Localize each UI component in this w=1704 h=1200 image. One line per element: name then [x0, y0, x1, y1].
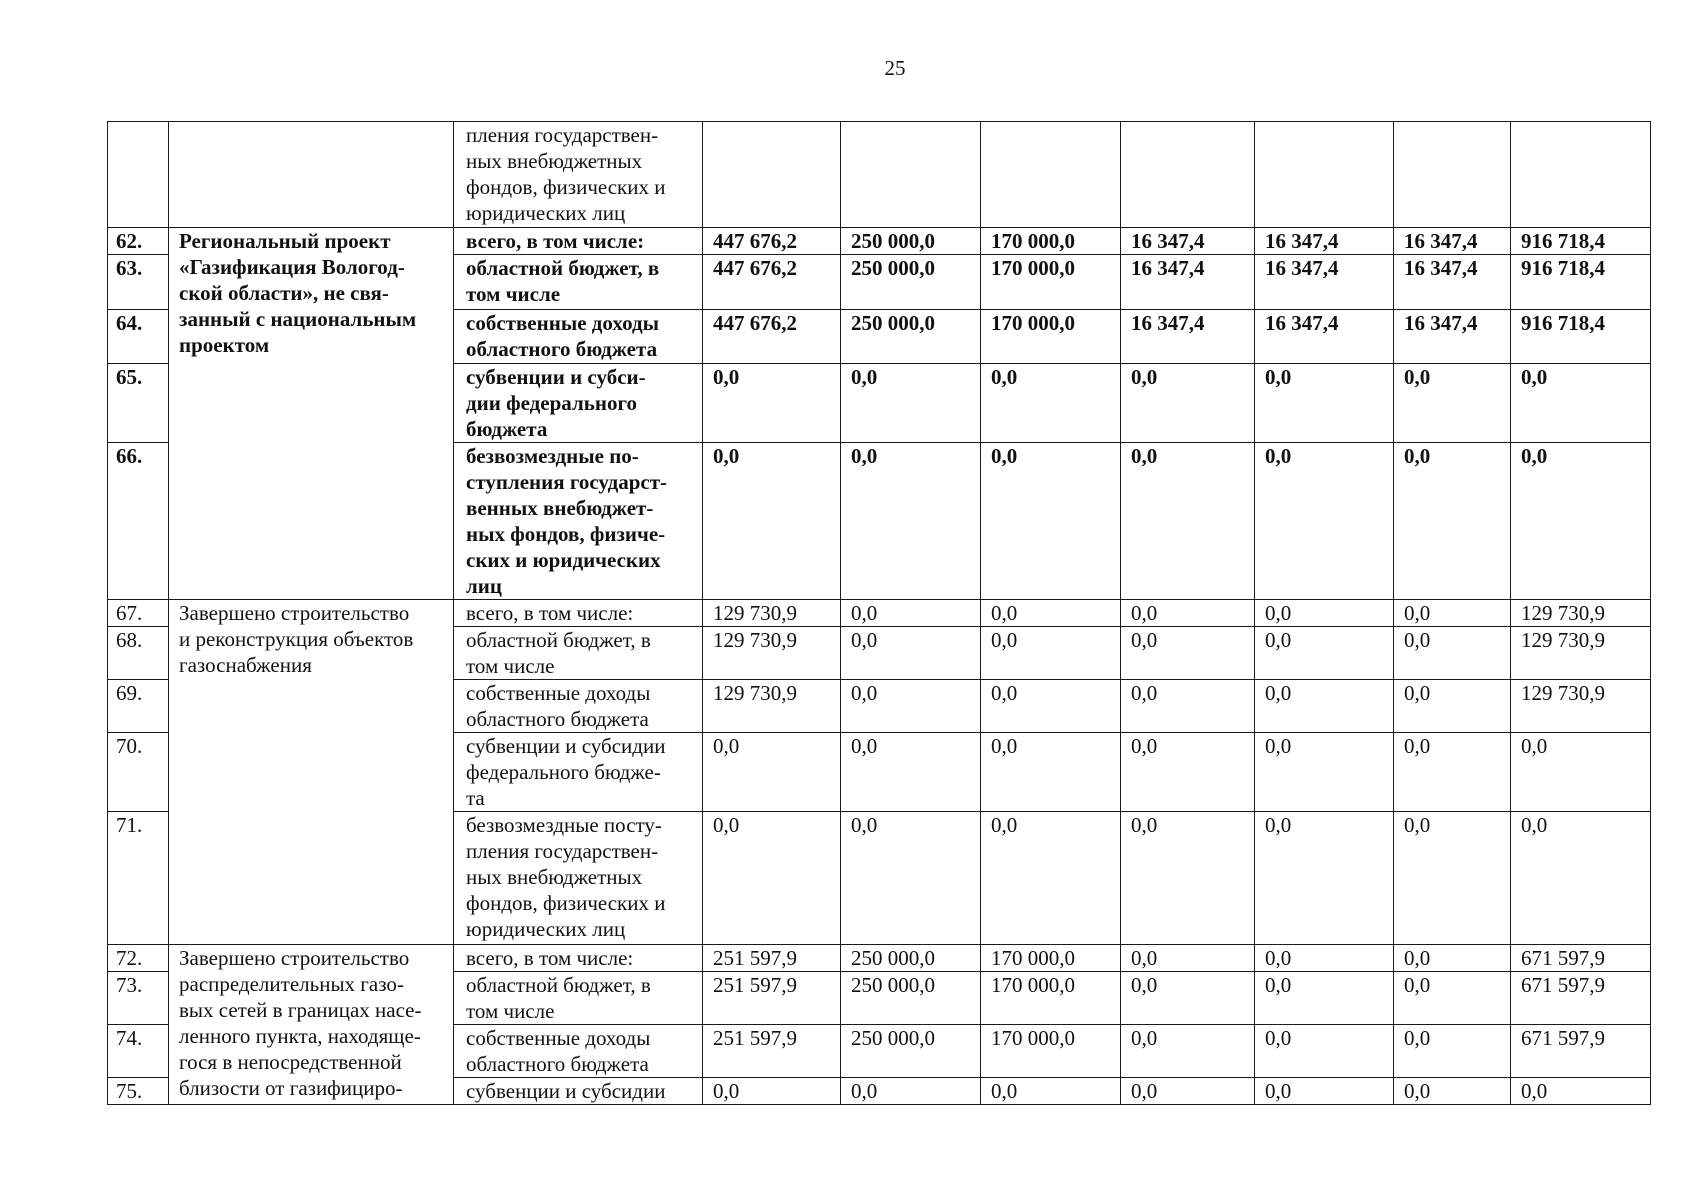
- row-number-cell: 69.: [108, 680, 169, 733]
- value-cell: 0,0: [1511, 812, 1651, 945]
- value-cell: 129 730,9: [1511, 680, 1651, 733]
- value-cell: 0,0: [1255, 1025, 1394, 1078]
- value-cell: 0,0: [1394, 364, 1511, 443]
- value-cell: 447 676,2: [703, 310, 841, 364]
- value-cell: [841, 122, 981, 228]
- value-cell: 671 597,9: [1511, 1025, 1651, 1078]
- value-cell: 0,0: [703, 1078, 841, 1105]
- row-number-cell: 67.: [108, 600, 169, 627]
- value-cell: 129 730,9: [1511, 600, 1651, 627]
- value-cell: 16 347,4: [1394, 255, 1511, 310]
- value-cell: 0,0: [841, 1078, 981, 1105]
- value-cell: 0,0: [1121, 680, 1255, 733]
- value-cell: 250 000,0: [841, 228, 981, 255]
- value-cell: 0,0: [981, 733, 1121, 812]
- value-cell: 0,0: [1511, 443, 1651, 600]
- value-cell: 0,0: [1394, 1025, 1511, 1078]
- funding-source-cell: безвозмездные по- ступления государст- венных внебюджет- ных фондов, физиче- ских и юридических лиц: [454, 443, 703, 600]
- value-cell: [1121, 122, 1255, 228]
- value-cell: 0,0: [981, 443, 1121, 600]
- value-cell: [703, 122, 841, 228]
- value-cell: 0,0: [981, 1078, 1121, 1105]
- value-cell: 250 000,0: [841, 1025, 981, 1078]
- funding-source-cell: всего, в том числе:: [454, 945, 703, 972]
- page-number: 25: [884, 56, 906, 80]
- value-cell: 0,0: [1255, 680, 1394, 733]
- value-cell: 0,0: [1255, 627, 1394, 680]
- value-cell: 0,0: [1255, 1078, 1394, 1105]
- funding-source-cell: областной бюджет, в том числе: [454, 627, 703, 680]
- value-cell: 447 676,2: [703, 228, 841, 255]
- value-cell: 0,0: [703, 364, 841, 443]
- row-number-cell: 75.: [108, 1078, 169, 1105]
- value-cell: 0,0: [1255, 443, 1394, 600]
- value-cell: 0,0: [1511, 364, 1651, 443]
- value-cell: 0,0: [1255, 972, 1394, 1025]
- value-cell: 129 730,9: [703, 627, 841, 680]
- value-cell: 0,0: [841, 627, 981, 680]
- value-cell: 447 676,2: [703, 255, 841, 310]
- value-cell: 0,0: [1394, 733, 1511, 812]
- row-number-cell: 70.: [108, 733, 169, 812]
- funding-source-cell: областной бюджет, в том числе: [454, 972, 703, 1025]
- value-cell: 671 597,9: [1511, 972, 1651, 1025]
- value-cell: 0,0: [703, 733, 841, 812]
- value-cell: 16 347,4: [1121, 255, 1255, 310]
- value-cell: 0,0: [981, 812, 1121, 945]
- value-cell: [1394, 122, 1511, 228]
- row-number-cell: 62.: [108, 228, 169, 255]
- value-cell: 250 000,0: [841, 945, 981, 972]
- row-number-cell: 65.: [108, 364, 169, 443]
- value-cell: [981, 122, 1121, 228]
- value-cell: 170 000,0: [981, 945, 1121, 972]
- value-cell: 250 000,0: [841, 310, 981, 364]
- value-cell: 0,0: [1394, 972, 1511, 1025]
- value-cell: 0,0: [1121, 945, 1255, 972]
- value-cell: 0,0: [1511, 1078, 1651, 1105]
- value-cell: 129 730,9: [1511, 627, 1651, 680]
- row-number-cell: 72.: [108, 945, 169, 972]
- value-cell: 0,0: [981, 680, 1121, 733]
- row-number-cell: 73.: [108, 972, 169, 1025]
- value-cell: 16 347,4: [1255, 228, 1394, 255]
- value-cell: 16 347,4: [1394, 310, 1511, 364]
- funding-source-cell: всего, в том числе:: [454, 228, 703, 255]
- item-name-cell: [169, 122, 454, 228]
- value-cell: 250 000,0: [841, 972, 981, 1025]
- row-number-cell: 74.: [108, 1025, 169, 1078]
- value-cell: [1511, 122, 1651, 228]
- funding-source-cell: субвенции и субсидии федерального бюдже- та: [454, 733, 703, 812]
- value-cell: 0,0: [1121, 733, 1255, 812]
- value-cell: 0,0: [1394, 812, 1511, 945]
- funding-source-cell: областной бюджет, в том числе: [454, 255, 703, 310]
- value-cell: 0,0: [1394, 945, 1511, 972]
- item-name-cell: Завершено строительство и реконструкция объектов газоснабжения: [169, 600, 454, 945]
- value-cell: 0,0: [1255, 945, 1394, 972]
- row-number-cell: 68.: [108, 627, 169, 680]
- value-cell: 0,0: [981, 600, 1121, 627]
- value-cell: 0,0: [1121, 972, 1255, 1025]
- value-cell: 16 347,4: [1121, 228, 1255, 255]
- value-cell: 0,0: [1511, 733, 1651, 812]
- funding-source-cell: пления государствен- ных внебюджетных фондов, физических и юридических лиц: [454, 122, 703, 228]
- value-cell: 16 347,4: [1255, 255, 1394, 310]
- value-cell: 0,0: [1121, 1078, 1255, 1105]
- funding-source-cell: субвенции и субсидии: [454, 1078, 703, 1105]
- value-cell: 916 718,4: [1511, 228, 1651, 255]
- table-row: [108, 228, 1651, 255]
- value-cell: 0,0: [1394, 1078, 1511, 1105]
- funding-source-cell: субвенции и субси- дии федерального бюджета: [454, 364, 703, 443]
- funding-source-cell: безвозмездные посту- пления государствен- ных внебюджетных фондов, физических и юридических лиц: [454, 812, 703, 945]
- value-cell: 0,0: [1255, 600, 1394, 627]
- row-number-cell: [108, 122, 169, 228]
- value-cell: 0,0: [981, 364, 1121, 443]
- value-cell: 0,0: [1394, 600, 1511, 627]
- value-cell: 0,0: [1121, 443, 1255, 600]
- funding-source-cell: всего, в том числе:: [454, 600, 703, 627]
- value-cell: 251 597,9: [703, 945, 841, 972]
- funding-source-cell: собственные доходы областного бюджета: [454, 680, 703, 733]
- value-cell: 170 000,0: [981, 972, 1121, 1025]
- value-cell: 671 597,9: [1511, 945, 1651, 972]
- value-cell: 916 718,4: [1511, 255, 1651, 310]
- value-cell: 0,0: [1394, 443, 1511, 600]
- value-cell: 0,0: [1394, 627, 1511, 680]
- row-number-cell: 63.: [108, 255, 169, 310]
- row-number-cell: 66.: [108, 443, 169, 600]
- value-cell: 0,0: [841, 733, 981, 812]
- value-cell: 0,0: [1121, 627, 1255, 680]
- value-cell: 0,0: [1255, 733, 1394, 812]
- value-cell: 170 000,0: [981, 310, 1121, 364]
- table-row: [108, 122, 1651, 228]
- funding-source-cell: собственные доходы областного бюджета: [454, 1025, 703, 1078]
- value-cell: 916 718,4: [1511, 310, 1651, 364]
- value-cell: 0,0: [1121, 812, 1255, 945]
- value-cell: 0,0: [841, 364, 981, 443]
- value-cell: 170 000,0: [981, 1025, 1121, 1078]
- value-cell: 0,0: [1121, 1025, 1255, 1078]
- value-cell: 0,0: [841, 812, 981, 945]
- table-row: [108, 600, 1651, 627]
- value-cell: 16 347,4: [1255, 310, 1394, 364]
- value-cell: 16 347,4: [1121, 310, 1255, 364]
- value-cell: 16 347,4: [1394, 228, 1511, 255]
- value-cell: 129 730,9: [703, 600, 841, 627]
- value-cell: 0,0: [841, 443, 981, 600]
- budget-table: [107, 121, 1651, 1105]
- value-cell: 0,0: [841, 600, 981, 627]
- row-number-cell: 71.: [108, 812, 169, 945]
- value-cell: 0,0: [1255, 812, 1394, 945]
- value-cell: 170 000,0: [981, 228, 1121, 255]
- row-number-cell: 64.: [108, 310, 169, 364]
- value-cell: 170 000,0: [981, 255, 1121, 310]
- item-name-cell: Завершено строительство распределительных газо- вых сетей в границах насе- ленного пункта, находяще- гося в непосредственной близости от газифициро-: [169, 945, 454, 1105]
- value-cell: 0,0: [1121, 600, 1255, 627]
- value-cell: 0,0: [703, 812, 841, 945]
- value-cell: [1255, 122, 1394, 228]
- value-cell: 0,0: [841, 680, 981, 733]
- value-cell: 0,0: [1394, 680, 1511, 733]
- item-name-cell: Региональный проект «Газификация Вологод- ской области», не свя- занный с национальным проектом: [169, 228, 454, 600]
- value-cell: 251 597,9: [703, 1025, 841, 1078]
- value-cell: 0,0: [1255, 364, 1394, 443]
- value-cell: 129 730,9: [703, 680, 841, 733]
- value-cell: 0,0: [703, 443, 841, 600]
- value-cell: 251 597,9: [703, 972, 841, 1025]
- funding-source-cell: собственные доходы областного бюджета: [454, 310, 703, 364]
- value-cell: 0,0: [981, 627, 1121, 680]
- value-cell: 250 000,0: [841, 255, 981, 310]
- value-cell: 0,0: [1121, 364, 1255, 443]
- table-row: [108, 945, 1651, 972]
